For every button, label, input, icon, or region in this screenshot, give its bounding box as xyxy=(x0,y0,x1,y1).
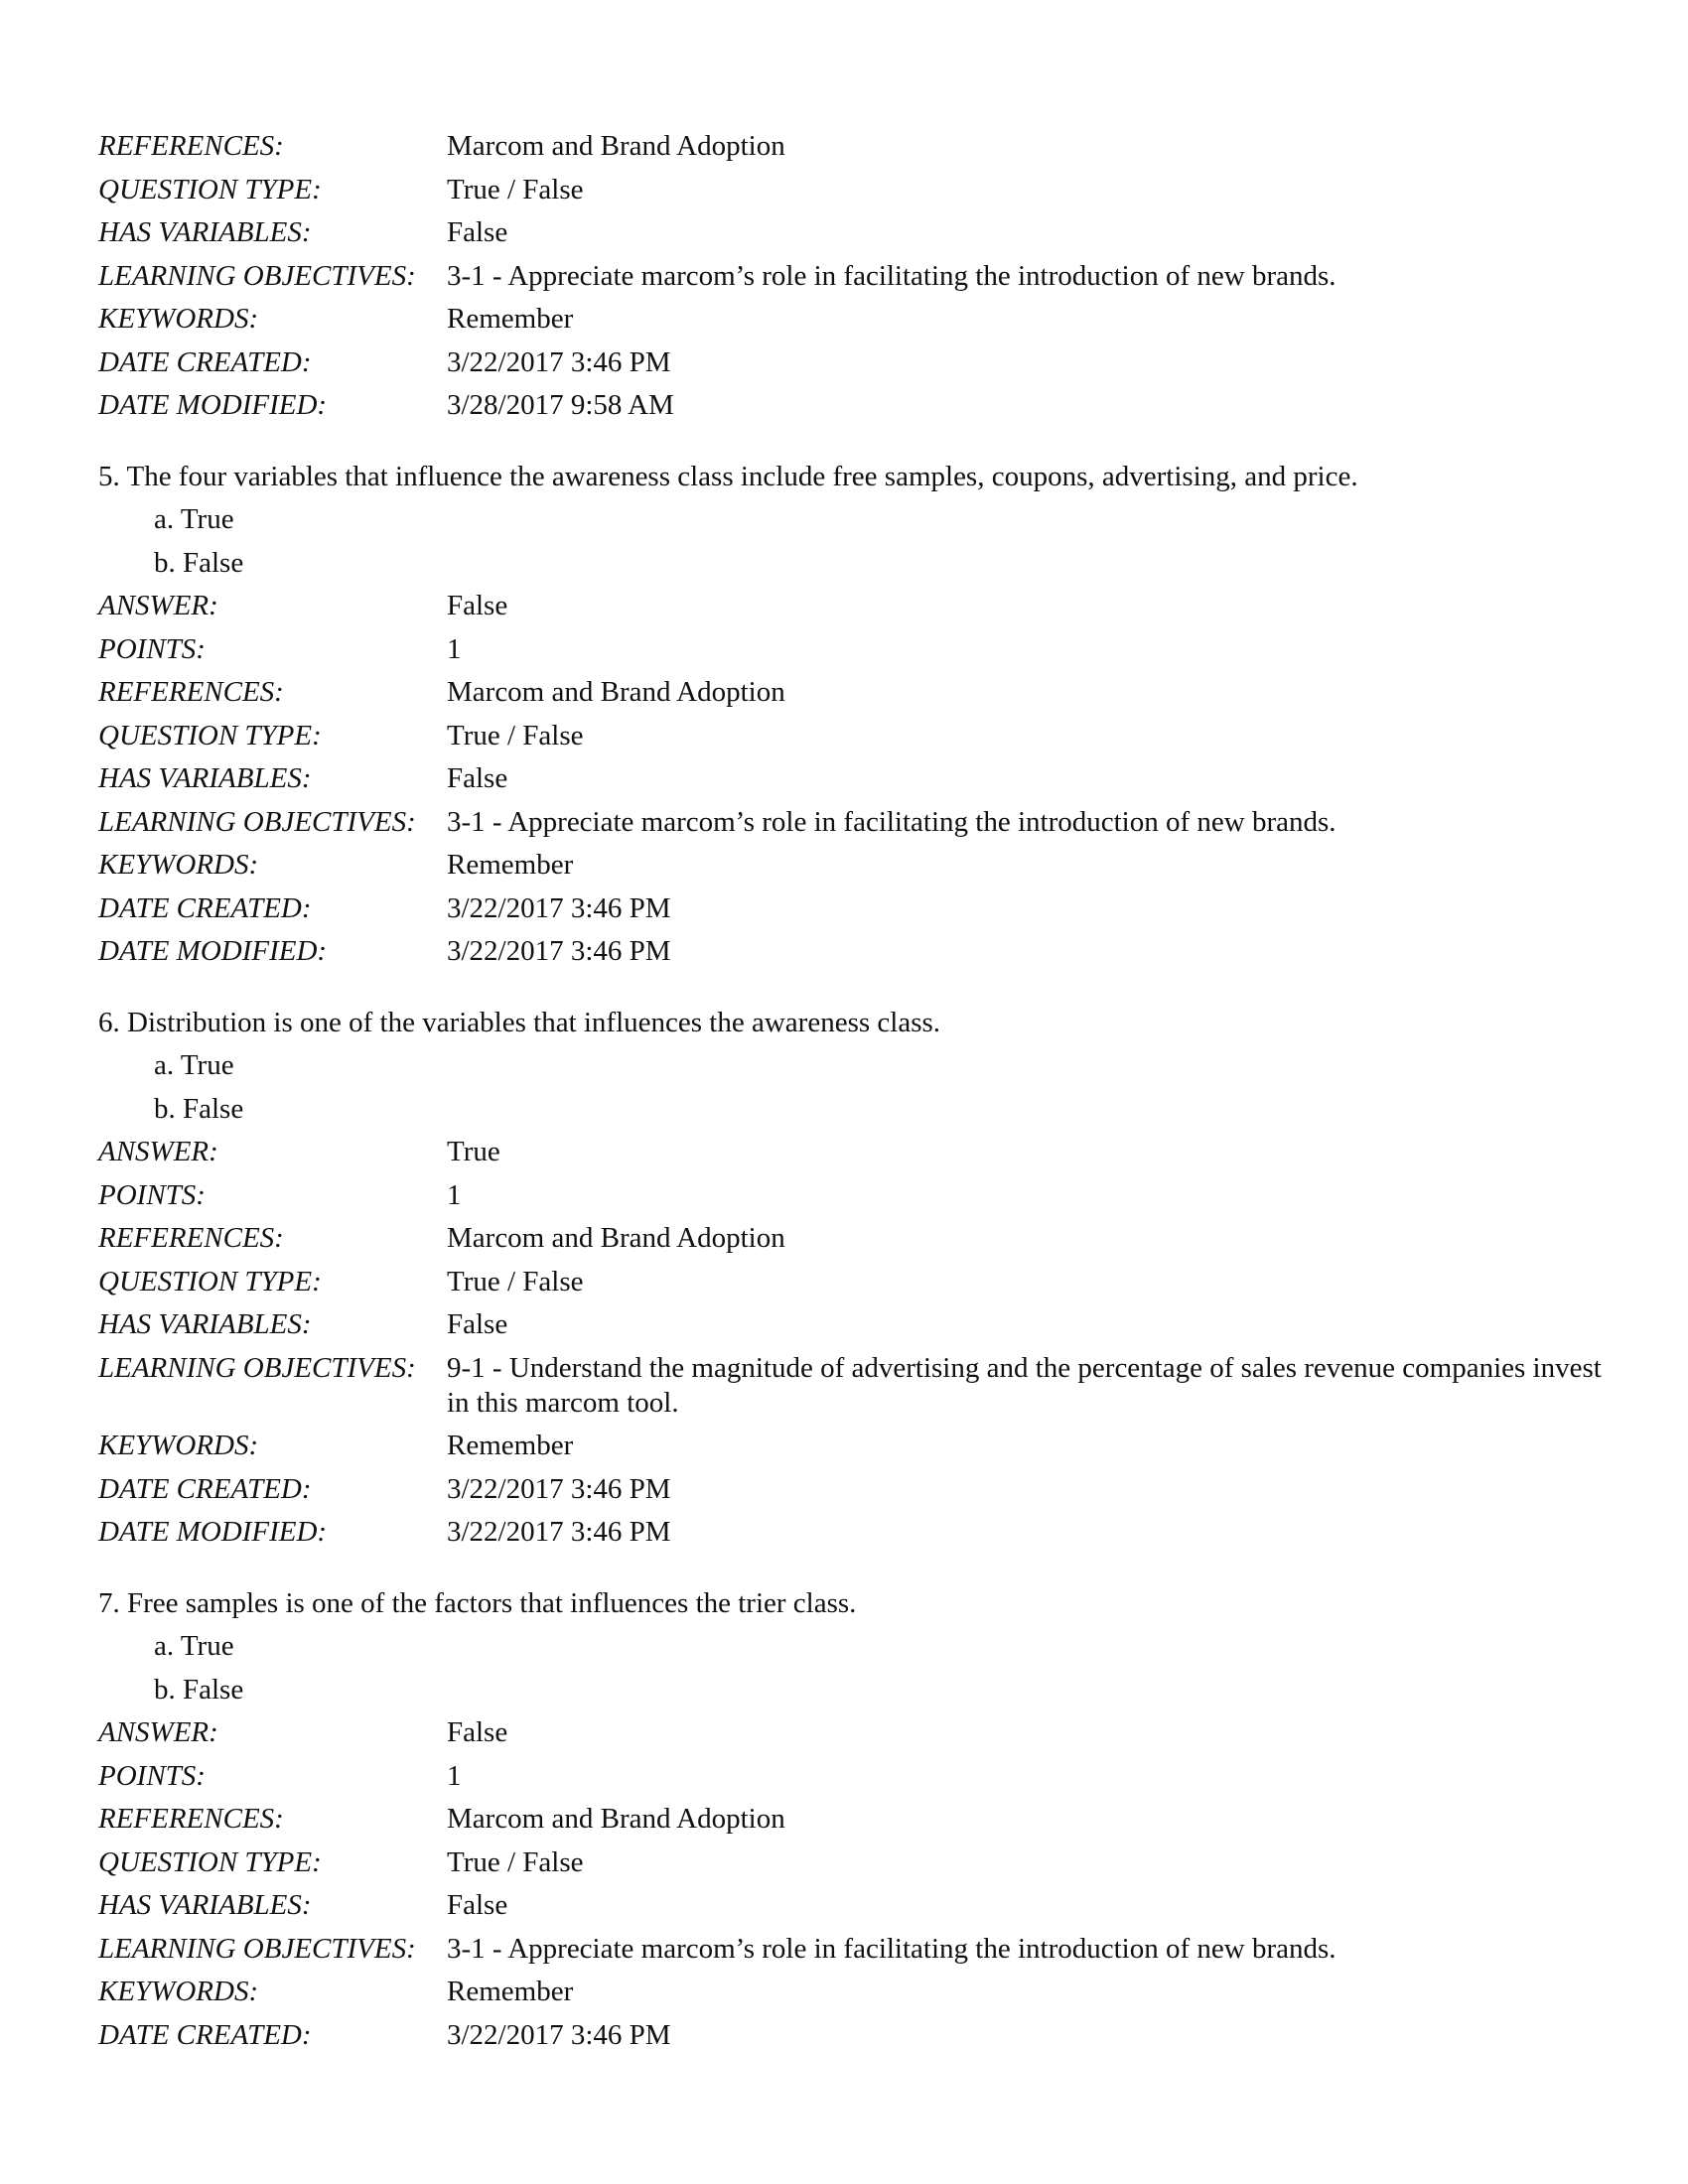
meta-value: False xyxy=(447,1308,508,1340)
meta-label: QUESTION TYPE: xyxy=(98,719,322,751)
meta-label: KEYWORDS: xyxy=(98,849,259,881)
meta-label: KEYWORDS: xyxy=(98,303,259,335)
meta-value: 1 xyxy=(447,632,462,665)
meta-value: 3/22/2017 3:46 PM xyxy=(447,1516,671,1548)
meta-row xyxy=(98,125,1608,169)
meta-label: QUESTION TYPE: xyxy=(98,1845,322,1878)
meta-label: HAS VARIABLES: xyxy=(98,216,312,248)
meta-row xyxy=(98,930,1608,974)
meta-row xyxy=(98,801,1608,845)
meta-value: True / False xyxy=(447,173,584,205)
meta-label: POINTS: xyxy=(98,632,206,665)
meta-value: Marcom and Brand Adoption xyxy=(447,130,785,162)
meta-row xyxy=(98,757,1608,801)
answer-option: b. False xyxy=(154,1673,244,1706)
meta-row xyxy=(98,298,1608,341)
meta-row xyxy=(98,1842,1608,1885)
meta-row xyxy=(98,1711,1608,1755)
meta-value: 1 xyxy=(447,1178,462,1211)
meta-value: 3/22/2017 3:46 PM xyxy=(447,345,671,378)
meta-label: DATE CREATED: xyxy=(98,891,312,924)
document-page xyxy=(98,125,1608,2057)
answer-option: a. True xyxy=(154,503,234,535)
meta-label: POINTS: xyxy=(98,1759,206,1792)
meta-row xyxy=(98,1425,1608,1468)
meta-value: 3-1 - Appreciate marcom’s role in facilitating the introduction of new brands. xyxy=(447,805,1336,838)
top-meta-block xyxy=(98,125,1608,428)
question-block xyxy=(98,1002,1608,1555)
meta-label: ANSWER: xyxy=(98,1136,218,1167)
meta-label: ANSWER: xyxy=(98,590,218,621)
meta-value: True / False xyxy=(447,1265,584,1297)
meta-label: LEARNING OBJECTIVES: xyxy=(98,1351,416,1384)
meta-row xyxy=(98,341,1608,385)
meta-row xyxy=(98,628,1608,672)
meta-label: DATE MODIFIED: xyxy=(98,389,328,421)
meta-value: Remember xyxy=(447,303,574,335)
meta-label: QUESTION TYPE: xyxy=(98,173,322,205)
meta-value: 3-1 - Appreciate marcom’s role in facilitating the introduction of new brands. xyxy=(447,259,1336,292)
meta-value: Remember xyxy=(447,849,574,881)
question-text: 6. Distribution is one of the variables that influences the awareness class. xyxy=(98,1006,941,1038)
meta-value: Remember xyxy=(447,1976,574,2007)
meta-value: 3-1 - Appreciate marcom’s role in facilitating the introduction of new brands. xyxy=(447,1932,1336,1965)
meta-row xyxy=(98,1511,1608,1555)
meta-value: True / False xyxy=(447,1845,584,1878)
meta-value: True xyxy=(447,1136,500,1167)
meta-value: False xyxy=(447,216,508,248)
question-block xyxy=(98,456,1608,974)
meta-value: Marcom and Brand Adoption xyxy=(447,1222,785,1254)
meta-row xyxy=(98,844,1608,887)
meta-value: False xyxy=(447,590,508,621)
meta-value: True / False xyxy=(447,719,584,751)
meta-label: ANSWER: xyxy=(98,1716,218,1748)
meta-value: Marcom and Brand Adoption xyxy=(447,676,785,708)
meta-label: REFERENCES: xyxy=(98,676,284,708)
meta-row xyxy=(98,2014,1608,2058)
meta-value: 1 xyxy=(447,1759,462,1792)
meta-row xyxy=(98,1971,1608,2014)
meta-label: REFERENCES: xyxy=(98,1222,284,1254)
meta-label: HAS VARIABLES: xyxy=(98,1308,312,1340)
meta-value: False xyxy=(447,1889,508,1921)
meta-row xyxy=(98,1131,1608,1174)
meta-value: 3/22/2017 3:46 PM xyxy=(447,891,671,924)
meta-value: Remember xyxy=(447,1430,574,1461)
meta-row xyxy=(98,1884,1608,1928)
meta-row xyxy=(98,1798,1608,1842)
meta-value: Marcom and Brand Adoption xyxy=(447,1803,785,1835)
meta-label: HAS VARIABLES: xyxy=(98,762,312,794)
meta-row xyxy=(98,715,1608,758)
meta-label: DATE CREATED: xyxy=(98,345,312,378)
meta-row xyxy=(98,1261,1608,1304)
meta-label: POINTS: xyxy=(98,1178,206,1211)
meta-label: KEYWORDS: xyxy=(98,1430,259,1461)
meta-label: DATE MODIFIED: xyxy=(98,1516,328,1548)
meta-row xyxy=(98,887,1608,931)
meta-row xyxy=(98,211,1608,255)
question-block xyxy=(98,1582,1608,2058)
meta-row xyxy=(98,671,1608,715)
meta-label: REFERENCES: xyxy=(98,1803,284,1835)
meta-row xyxy=(98,169,1608,212)
meta-label: REFERENCES: xyxy=(98,130,284,162)
meta-label: KEYWORDS: xyxy=(98,1976,259,2007)
meta-label: LEARNING OBJECTIVES: xyxy=(98,259,416,292)
meta-row xyxy=(98,1347,1608,1426)
meta-row xyxy=(98,1174,1608,1218)
meta-row xyxy=(98,1217,1608,1261)
meta-row xyxy=(98,255,1608,299)
answer-option: a. True xyxy=(154,1049,234,1081)
meta-row xyxy=(98,585,1608,628)
meta-value: 3/28/2017 9:58 AM xyxy=(447,389,674,421)
meta-value: 3/22/2017 3:46 PM xyxy=(447,1472,671,1505)
meta-value: 3/22/2017 3:46 PM xyxy=(447,935,671,967)
meta-row xyxy=(98,1303,1608,1347)
meta-label: DATE MODIFIED: xyxy=(98,935,328,967)
meta-label: DATE CREATED: xyxy=(98,1472,312,1505)
meta-value: False xyxy=(447,762,508,794)
meta-value: 3/22/2017 3:46 PM xyxy=(447,2018,671,2051)
meta-row xyxy=(98,1755,1608,1799)
meta-label: HAS VARIABLES: xyxy=(98,1889,312,1921)
meta-row xyxy=(98,1468,1608,1512)
meta-label: DATE CREATED: xyxy=(98,2018,312,2051)
answer-option: b. False xyxy=(154,546,244,579)
answer-option: b. False xyxy=(154,1092,244,1125)
answer-option: a. True xyxy=(154,1630,234,1662)
question-text: 5. The four variables that influence the awareness class include free samples, coupons, advertising, and price. xyxy=(98,460,1358,492)
meta-row xyxy=(98,384,1608,428)
meta-value: 9-1 - Understand the magnitude of advertising and the percentage of sales revenue companies invest in this marcom tool. xyxy=(447,1351,1602,1419)
meta-label: LEARNING OBJECTIVES: xyxy=(98,805,416,838)
question-text: 7. Free samples is one of the factors that influences the trier class. xyxy=(98,1586,857,1619)
meta-label: LEARNING OBJECTIVES: xyxy=(98,1932,416,1965)
meta-label: QUESTION TYPE: xyxy=(98,1265,322,1297)
meta-row xyxy=(98,1928,1608,1972)
meta-value: False xyxy=(447,1716,508,1748)
